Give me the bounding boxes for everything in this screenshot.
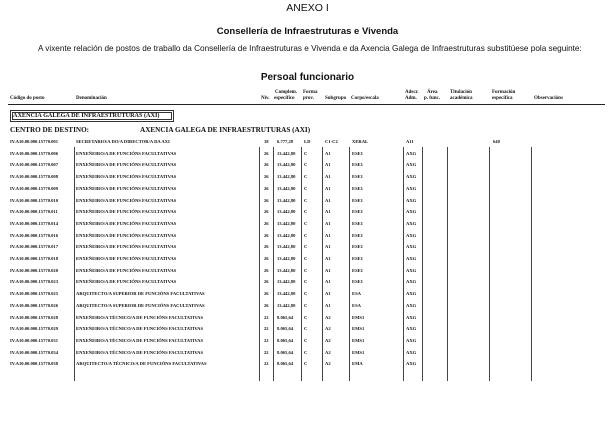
cell-adm: AXG [406,291,417,297]
cell-forma: C [304,279,308,285]
cell-codigo: IV.A10.00.000.15770.018 [10,256,59,261]
cell-niv: 26 [264,197,269,203]
cell-codigo: IV.A10.00.000.15770.006 [10,150,59,156]
cell-corpo: ESE1 [352,185,363,191]
header-formacion: Formación [492,90,516,95]
cell-formacion: 640 [493,139,500,144]
cell-niv: 26 [264,244,269,250]
cell-niv: 26 [264,220,269,226]
cell-complem: 13.442,80 [277,197,296,203]
column-rule [349,147,350,381]
cell-corpo: ESE1 [352,209,363,215]
cell-codigo: IV.A10.00.000.15770.016 [10,232,59,238]
cell-subgrupo: A2 [325,349,331,355]
cell-denominacion: ENXEÑEIRO/A DE FUNCIÓNS FACULTATIVAS [76,197,177,203]
cell-adm: AXG [406,279,417,285]
cell-niv: 26 [264,174,269,180]
cell-denominacion: ARQUITECTO/A SUPERIOR DE FUNCIÓNS FACULTATIVAS [76,291,205,297]
cell-adm: AXG [406,197,417,203]
cell-adm: AXG [406,232,417,238]
cell-forma: C [304,220,308,226]
cell-corpo: EMA [352,361,363,367]
cell-complem: 13.442,80 [277,174,296,180]
cell-forma: C [304,291,308,297]
cell-codigo: IV.A10.00.000.15770.034 [10,349,59,355]
organism-label: AXENCIA GALEGA DE INFRAESTRUTURAS (AXI) [13,112,160,119]
cell-corpo: ESA [352,291,361,297]
cell-codigo: IV.A10.00.000.15770.007 [10,162,59,168]
cell-complem: 8.065,64 [277,326,294,332]
cell-subgrupo: A1 [325,185,331,191]
header-codigo: Código do posto [10,96,45,101]
cell-forma: C [304,162,308,168]
cell-complem: 13.442,80 [277,185,296,191]
cell-complem: 13.442,80 [277,209,296,215]
header-adm: Adm. [405,96,417,101]
cell-codigo: IV.A10.00.000.15770.009 [10,185,59,191]
cell-codigo: IV.A10.00.000.15770.031 [10,337,59,343]
cell-denominacion: ENXEÑEIRO/A TÉCNICO/A DE FUNCIÓNS FACULTATIVAS [76,314,204,320]
cell-denominacion: ENXEÑEIRO/A DE FUNCIÓNS FACULTATIVAS [76,267,177,273]
cell-niv: 26 [264,256,269,261]
header-titulacion: Titulación [450,90,472,95]
cell-subgrupo: A1 [325,209,331,215]
cell-corpo: ESE1 [352,267,363,273]
cell-codigo: IV.A10.00.000.15770.029 [10,326,59,332]
cell-adm: AXG [406,337,417,343]
annex-title: ANEXO I [286,2,329,14]
cell-denominacion: ENXEÑEIRO/A DE FUNCIÓNS FACULTATIVAS [76,174,177,180]
cell-corpo: ESE1 [352,197,363,203]
column-rule [447,147,448,381]
cell-denominacion: ENXEÑEIRO/A DE FUNCIÓNS FACULTATIVAS [76,244,177,250]
cell-complem: 6.777,28 [277,139,294,144]
column-rule [74,147,75,381]
cell-forma: C [304,337,308,343]
cell-corpo: EMS1 [352,326,365,332]
cell-denominacion: ENXEÑEIRO/A DE FUNCIÓNS FACULTATIVAS [76,209,177,215]
cell-adm: AXG [406,267,417,273]
cell-corpo: ESE1 [352,220,363,226]
cell-codigo: IV.A10.00.000.15770.014 [10,220,59,226]
cell-adm: AXG [406,361,417,367]
cell-niv: 26 [264,232,269,238]
cell-subgrupo: A1 [325,302,331,308]
cell-subgrupo: A2 [325,314,331,320]
header-subgrupo: Subgrupo [325,96,347,101]
cell-denominacion: ARQUITECTO/A TÉCNICO/A DE FUNCIÓNS FACULTATIVAS [76,361,207,367]
cell-subgrupo: A1 [325,267,331,273]
header-complem: Complem. [275,90,298,95]
cell-corpo: EMS1 [352,337,365,343]
header-rule [8,104,605,105]
header-niv: Niv. [261,96,270,101]
cell-corpo: ESE1 [352,174,363,180]
cell-niv: 22 [264,337,269,343]
cell-codigo: IV.A10.00.000.15770.001 [10,139,59,144]
cell-codigo: IV.A10.00.000.15770.017 [10,244,59,250]
cell-complem: 13.442,80 [277,291,296,297]
cell-complem: 8.065,64 [277,337,294,343]
cell-forma: C [304,185,308,191]
cell-subgrupo: A1 [325,174,331,180]
cell-forma: C [304,209,308,215]
cell-subgrupo: A1 [325,291,331,297]
cell-adm: AXG [406,150,417,156]
cell-forma: C [304,244,308,250]
cell-forma: C [304,302,308,308]
header-especifica: específica [492,96,513,101]
cell-complem: 13.442,80 [277,256,296,261]
header-especifico: específico [274,96,295,101]
intro-paragraph: A vixente relación de postos de traballo da Consellería de Infraestruturas e Vivenda e da Axencia Galega de Infraestruturas substitúese pola seguinte: [38,44,582,53]
cell-adm: AXG [406,349,417,355]
cell-denominacion: ENXEÑEIRO/A DE FUNCIÓNS FACULTATIVAS [76,162,177,168]
cell-adm: AXG [406,244,417,250]
header-prov: prov. [303,96,314,101]
column-rule [422,147,423,381]
cell-denominacion: SECRETARIO/A DO/A DIRECTOR/A DA AXI [76,139,170,144]
header-observacions: Observacións [534,96,563,101]
cell-denominacion: ENXEÑEIRO/A TÉCNICO/A DE FUNCIÓNS FACULTATIVAS [76,326,204,332]
column-rule [403,147,404,381]
cell-forma: C [304,232,308,238]
cell-corpo: EMS1 [352,349,365,355]
cell-forma: C [304,256,308,261]
cell-subgrupo: A2 [325,337,331,343]
centro-value: AXENCIA GALEGA DE INFRAESTRUTURAS (AXI) [140,126,311,134]
section-title: Persoal funcionario [260,72,355,83]
cell-adm: A11 [406,139,414,144]
column-rule [273,147,274,381]
cell-complem: 8.065,64 [277,349,294,355]
cell-codigo: IV.A10.00.000.15770.026 [10,302,59,308]
cell-codigo: IV.A10.00.000.15770.008 [10,174,59,180]
cell-subgrupo: A1 [325,162,331,168]
cell-adm: AXG [406,314,417,320]
cell-forma: C [304,361,308,367]
header-p-func: p. func. [424,96,440,101]
header-denominacion: Denominación [76,96,107,101]
cell-corpo: ESE1 [352,162,363,168]
cell-codigo: IV.A10.00.000.15770.010 [10,197,59,203]
cell-subgrupo: A2 [325,326,331,332]
cell-niv: 26 [264,291,269,297]
column-rule [489,147,490,381]
header-forma: Forma [303,90,318,95]
column-rule [259,147,260,381]
cell-adm: AXG [406,302,417,308]
cell-forma: C [304,267,308,273]
cell-niv: 22 [264,349,269,355]
cell-niv: 26 [264,150,269,156]
cell-subgrupo: A2 [325,361,331,367]
cell-complem: 13.442,80 [277,279,296,285]
department-title: Consellería de Infraestruturas e Vivenda [216,26,399,37]
cell-subgrupo: C1-C2 [325,139,338,144]
cell-corpo: ESE1 [352,232,363,238]
cell-forma: C [304,197,308,203]
cell-forma: C [304,150,308,156]
cell-complem: 13.442,80 [277,150,296,156]
cell-niv: 26 [264,209,269,215]
cell-subgrupo: A1 [325,232,331,238]
cell-adm: AXG [406,220,417,226]
cell-subgrupo: A1 [325,197,331,203]
column-rule [301,147,302,381]
cell-niv: 26 [264,279,269,285]
cell-codigo: IV.A10.00.000.15770.023 [10,279,59,285]
cell-niv: 18 [264,139,269,144]
cell-forma: C [304,349,308,355]
cell-niv: 26 [264,302,269,308]
cell-denominacion: ENXEÑEIRO/A TÉCNICO/A DE FUNCIÓNS FACULTATIVAS [76,337,204,343]
cell-corpo: ESE1 [352,150,363,156]
cell-denominacion: ENXEÑEIRO/A DE FUNCIÓNS FACULTATIVAS [76,279,177,285]
cell-niv: 22 [264,326,269,332]
column-rule [322,147,323,381]
cell-niv: 22 [264,314,269,320]
cell-subgrupo: A1 [325,279,331,285]
cell-corpo: ESE1 [352,279,363,285]
cell-codigo: IV.A10.00.000.15770.038 [10,361,59,367]
cell-complem: 13.442,80 [277,302,296,308]
cell-denominacion: ENXEÑEIRO/A DE FUNCIÓNS FACULTATIVAS [76,232,177,238]
header-adscr: Adscr. [405,90,419,95]
cell-corpo: XERAL [352,139,369,144]
cell-complem: 8.065,64 [277,361,294,367]
cell-codigo: IV.A10.00.000.15770.020 [10,267,59,273]
header-corpo: Corpo/escala [351,96,379,101]
cell-denominacion: ENXEÑEIRO/A DE FUNCIÓNS FACULTATIVAS [76,150,177,156]
cell-complem: 13.442,80 [277,220,296,226]
cell-subgrupo: A1 [325,256,331,261]
header-academica: académica [450,96,473,101]
cell-niv: 22 [264,361,269,367]
cell-complem: 13.442,80 [277,267,296,273]
column-rule [531,147,532,381]
cell-forma: C [304,174,308,180]
cell-complem: 13.442,80 [277,232,296,238]
cell-codigo: IV.A10.00.000.15770.025 [10,291,59,297]
cell-adm: AXG [406,185,417,191]
cell-corpo: ESE1 [352,244,363,250]
cell-adm: AXG [406,209,417,215]
cell-corpo: EMS1 [352,314,365,320]
cell-niv: 26 [264,185,269,191]
cell-subgrupo: A1 [325,150,331,156]
header-area: Área [427,90,438,95]
cell-complem: 13.442,80 [277,162,296,168]
cell-forma: C [304,326,308,332]
cell-corpo: ESE1 [352,256,363,261]
cell-subgrupo: A1 [325,220,331,226]
cell-niv: 26 [264,267,269,273]
cell-adm: AXG [406,326,417,332]
cell-complem: 8.065,64 [277,314,294,320]
cell-niv: 26 [264,162,269,168]
cell-forma: C [304,314,308,320]
cell-denominacion: ENXEÑEIRO/A DE FUNCIÓNS FACULTATIVAS [76,185,177,191]
centro-label: CENTRO DE DESTINO: [10,126,90,134]
cell-adm: AXG [406,174,417,180]
cell-subgrupo: A1 [325,244,331,250]
cell-forma: LD [304,139,311,144]
cell-denominacion: ENXEÑEIRO/A TÉCNICO/A DE FUNCIÓNS FACULTATIVAS [76,349,204,355]
cell-denominacion: ARQUITECTO/A SUPERIOR DE FUNCIÓNS FACULTATIVAS [76,302,205,308]
cell-adm: AXG [406,162,417,168]
cell-complem: 13.442,80 [277,244,296,250]
cell-corpo: ESA [352,302,361,308]
cell-adm: AXG [406,256,417,261]
cell-codigo: IV.A10.00.000.15770.028 [10,314,59,320]
cell-denominacion: ENXEÑEIRO/A DE FUNCIÓNS FACULTATIVAS [76,256,177,261]
cell-codigo: IV.A10.00.000.15770.011 [10,209,58,215]
cell-denominacion: ENXEÑEIRO/A DE FUNCIÓNS FACULTATIVAS [76,220,177,226]
